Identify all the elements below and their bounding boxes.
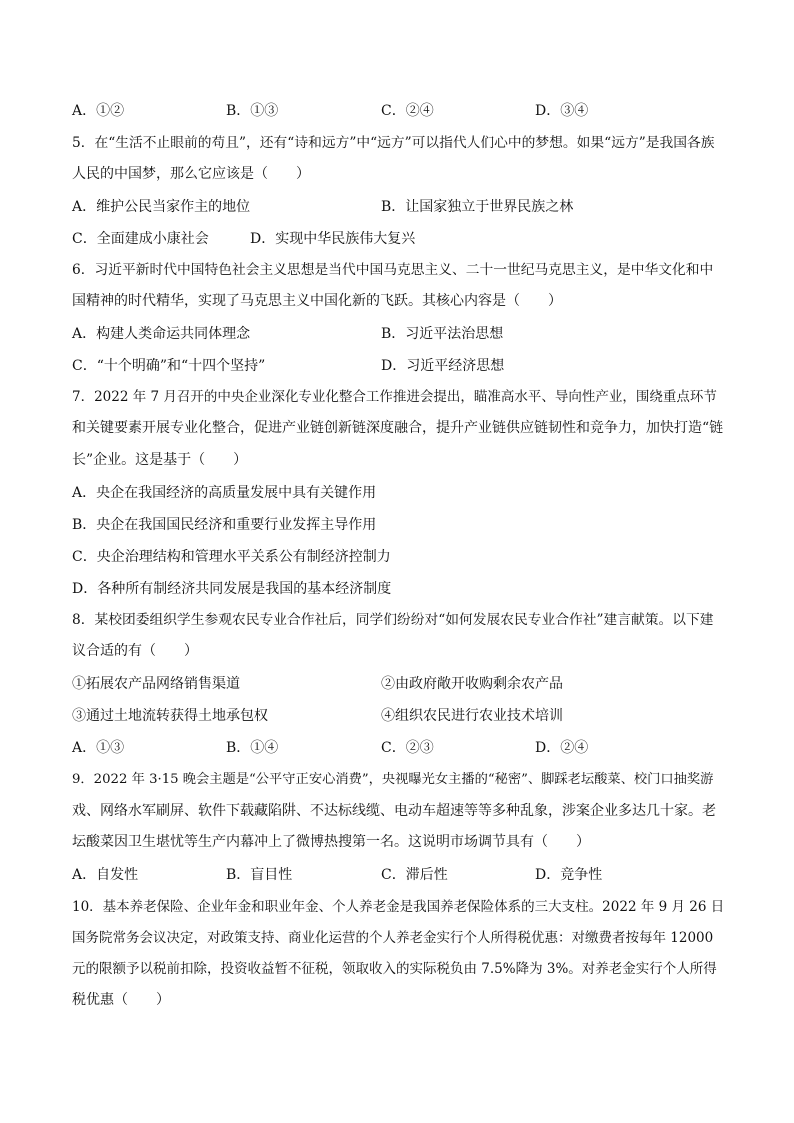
q7-stem-line-2: 和关键要素开展专业化整合，促进产业链创新链深度融合，提升产业链供应链韧性和竞争力，加快打造“链: [72, 420, 724, 436]
q4-option-d: D．③④: [535, 103, 589, 119]
q9-stem-line-1: 9．2022 年 3·15 晚会主题是“公平守正安心消费”，央视曝光女主播的“秘密”、脚踩老坛酸菜、校门口抽奖游: [72, 772, 714, 787]
q9-stem-line-2: 戏、网络水军刷屏、软件下载藏陷阱、不达标线缆、电动车超速等等多种乱象，涉案企业多达几十家。老: [72, 803, 716, 819]
q8-item-1: ①拓展农产品网络销售渠道: [72, 676, 240, 692]
q9-option-d: D．竞争性: [535, 867, 603, 883]
q9-option-a: A．自发性: [72, 867, 139, 883]
q6-option-b: B．习近平法治思想: [381, 326, 504, 342]
q4-option-b: B．①③: [226, 103, 279, 119]
q8-item-4: ④组织农民进行农业技术培训: [381, 708, 563, 724]
q10-stem-line-1: 10．基本养老保险、企业年金和职业年金、个人养老金是我国养老保险体系的三大支柱。2022 年 9 月 26 日: [72, 899, 725, 915]
q8-option-d: D．②④: [535, 740, 589, 756]
q6-option-a: A．构建人类命运共同体理念: [72, 326, 251, 342]
q8-item-2: ②由政府敞开收购剩余农产品: [381, 676, 563, 692]
q4-option-a: A．①②: [72, 103, 125, 119]
q8-stem-line-2: 议合适的有（ ）: [72, 643, 198, 659]
q6-option-c: C．“十个明确”和“十四个坚持”: [72, 358, 266, 374]
q9-option-c: C．滞后性: [381, 867, 448, 883]
q10-stem-line-2: 国务院常务会议决定，对政策支持、商业化运营的个人养老金实行个人所得税优惠：对缴费者按每年 12000: [72, 930, 714, 946]
q10-stem-line-4: 税优惠（ ）: [72, 992, 170, 1008]
q8-stem-line-1: 8．某校团委组织学生参观农民专业合作社后，同学们纷纷对“如何发展农民专业合作社”建言献策。以下建: [72, 612, 714, 628]
q6-stem-line-1: 6．习近平新时代中国特色社会主义思想是当代中国马克思主义、二十一世纪马克思主义，是中华文化和中: [72, 262, 714, 278]
q6-stem-line-2: 国精神的时代精华，实现了马克思主义中国化新的飞跃。其核心内容是（ ）: [72, 293, 562, 309]
q9-stem-line-3: 坛酸菜因卫生堪忧等生产内幕冲上了微博热搜第一名。这说明市场调节具有（ ）: [72, 834, 590, 850]
q8-option-b: B．①④: [226, 740, 279, 756]
q8-item-3: ③通过土地流转获得土地承包权: [72, 708, 268, 724]
q7-stem-line-1: 7．2022 年 7 月召开的中央企业深化专业化整合工作推进会提出，瞄准高水平、导向性产业，围绕重点环节: [72, 389, 717, 405]
q5-option-d: D．实现中华民族伟大复兴: [250, 231, 416, 247]
q5-stem-line-2: 人民的中国梦，那么它应该是（ ）: [72, 166, 310, 182]
q6-option-d: D．习近平经济思想: [381, 358, 505, 374]
q5-option-c: C．全面建成小康社会: [72, 231, 209, 247]
q8-option-c: C．②③: [381, 740, 434, 756]
q9-option-b: B．盲目性: [226, 867, 293, 883]
q5-option-b: B．让国家独立于世界民族之林: [381, 199, 574, 215]
q5-option-a: A．维护公民当家作主的地位: [72, 199, 251, 215]
q7-option-a: A．央企在我国经济的高质量发展中具有关键作用: [72, 485, 377, 501]
q4-option-c: C．②④: [381, 103, 434, 119]
q7-option-d: D．各种所有制经济共同发展是我国的基本经济制度: [72, 581, 392, 597]
q10-stem-line-3: 元的限额予以税前扣除，投资收益暂不征税，领取收入的实际税负由 7.5%降为 3%。对养老金实行个人所得: [72, 961, 717, 977]
q7-option-c: C．央企治理结构和管理水平关系公有制经济控制力: [72, 549, 391, 565]
q7-option-b: B．央企在我国国民经济和重要行业发挥主导作用: [72, 517, 377, 533]
q8-option-a: A．①③: [72, 740, 125, 756]
q5-stem-line-1: 5．在“生活不止眼前的苟且”，还有“诗和远方”中“远方”可以指代人们心中的梦想。如果“远方”是我国各族: [72, 135, 715, 151]
q7-stem-line-3: 长”企业。这是基于（ ）: [72, 452, 248, 468]
